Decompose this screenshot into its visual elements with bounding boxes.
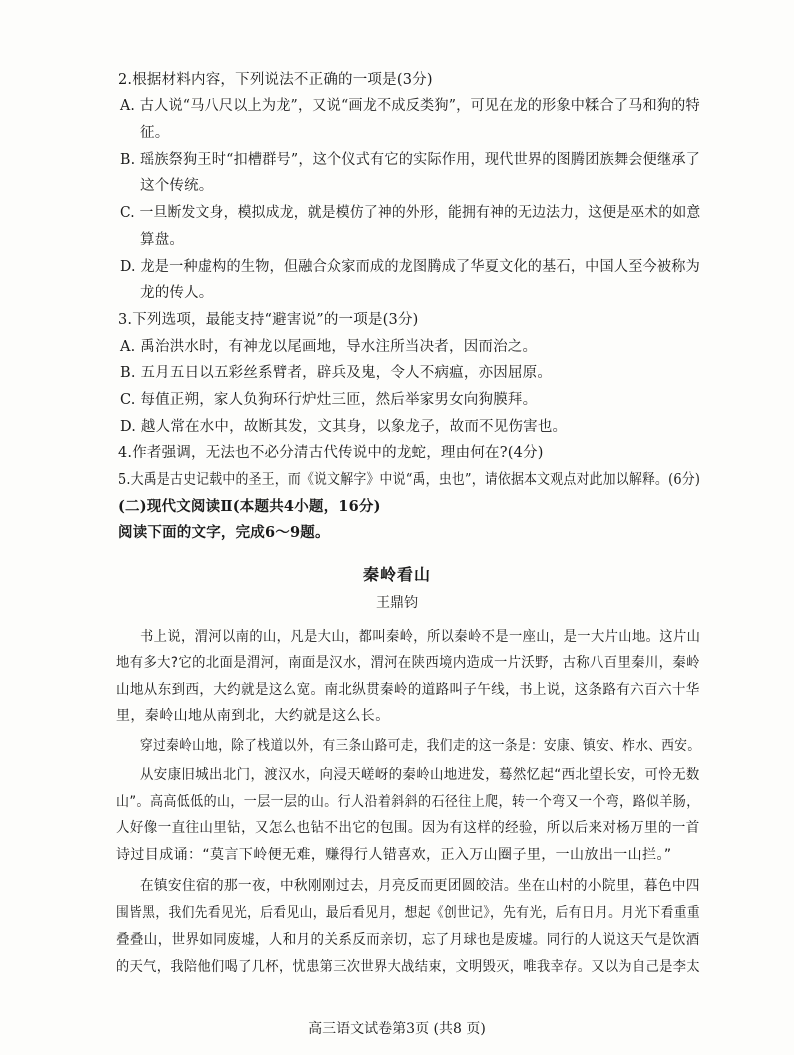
q3-option-b: B. 五月五日以五彩丝系臂者，辟兵及鬼，令人不病瘟，亦因屈原。	[120, 365, 553, 381]
q5-stem: 5.大禹是古史记载中的圣王，而《说文解字》中说“禹，虫也”，请依据本文观点对此加以解释。(6分)	[118, 472, 701, 488]
article-title: 秦岭看山	[362, 565, 431, 584]
article-line: 的天气，我陪他们喝了几杯，忧患第三次世界大战结束，文明毁灭，唯我幸存。又以为自己是李太	[116, 959, 700, 975]
q2-option-a-cont: 征。	[140, 125, 170, 141]
article-line: 地有多大?它的北面是渭河，南面是汉水，渭河在陕西境内造成一片沃野，古称八百里秦川，秦岭	[116, 655, 700, 671]
reading-instruction: 阅读下面的文字，完成6～9题。	[118, 524, 330, 541]
q2-stem: 2.根据材料内容，下列说法不正确的一项是(3分)	[118, 72, 433, 88]
q3-option-d: D. 越人常在水中，故断其发，文其身，以象龙子，故而不见伤害也。	[120, 419, 568, 435]
article-line: 围皆黑，我们先看见光，后看见山，最后看见月，想起《创世记》，先有光，后有日月。月光下看重重	[116, 905, 700, 921]
article-author: 王鼎钧	[376, 595, 418, 611]
q3-option-a: A. 禹治洪水时，有神龙以尾画地，导水注所当决者，因而治之。	[120, 339, 538, 355]
article-line: 山”。高高低低的山，一层一层的山。行人沿着斜斜的石径往上爬，转一个弯又一个弯，路似羊肠，	[116, 794, 700, 810]
q2-option-d-cont: 龙的传人。	[140, 285, 214, 301]
q2-option-a: A. 古人说“马八尺以上为龙”，又说“画龙不成反类狗”，可见在龙的形象中糅合了马和狗的特	[120, 98, 700, 114]
section-heading: (二)现代文阅读Ⅱ(本题共4小题，16分)	[118, 498, 381, 515]
article-line: 在镇安住宿的那一夜，中秋刚刚过去，月亮反而更团圆皎洁。坐在山村的小院里，暮色中四	[140, 878, 700, 894]
article-line: 叠叠山，世界如同废墟，人和月的关系反而亲切，忘了月球也是废墟。同行的人说这天气是饮酒	[116, 932, 700, 948]
article-line: 诗过目成诵：“莫言下岭便无难，赚得行人错喜欢，正入万山圈子里，一山放出一山拦。”	[116, 847, 672, 863]
article-line: 从安康旧城出北门，渡汉水，向浸天嵯岈的秦岭山地进发，蓦然忆起“西北望长安，可怜无数	[140, 767, 700, 783]
article-line: 人好像一直往山里钻，又怎么也钻不出它的包围。因为有这样的经验，所以后来对杨万里的一首	[116, 820, 700, 836]
q2-option-c-cont: 算盘。	[140, 232, 185, 248]
q2-option-b: B. 瑶族祭狗王时“扣槽群号”，这个仪式有它的实际作用，现代世界的图腾团族舞会便继承了	[120, 152, 701, 168]
q2-option-c: C. 一旦断发文身，模拟成龙，就是模仿了神的外形，能拥有神的无边法力，这便是巫术的如意	[120, 205, 701, 221]
q2-option-d: D. 龙是一种虚构的生物，但融合众家而成的龙图腾成了华夏文化的基石，中国人至今被称为	[120, 259, 700, 275]
article-line: 里，秦岭山地从南到北，大约就是这么长。	[116, 708, 390, 724]
q2-option-b-cont: 这个传统。	[140, 178, 214, 194]
article-line: 穿过秦岭山地，除了栈道以外，有三条山路可走，我们走的这一条是：安康、镇安、柞水、西安。	[140, 738, 701, 754]
q3-option-c: C. 每值正朔，家人负狗环行炉灶三匝，然后举家男女向狗膜拜。	[120, 392, 538, 408]
q3-stem: 3.下列选项，最能支持“避害说”的一项是(3分)	[118, 312, 419, 328]
q4-stem: 4.作者强调，无法也不必分清古代传说中的龙蛇，理由何在?(4分)	[118, 445, 544, 461]
article-line: 山地从东到西，大约就是这么宽。南北纵贯秦岭的道路叫子午线，书上说，这条路有六百六十华	[116, 682, 700, 698]
page-footer: 高三语文试卷第3页 (共8 页)	[308, 1021, 486, 1037]
article-line: 书上说，渭河以南的山，凡是大山，都叫秦岭，所以秦岭不是一座山，是一大片山地。这片山	[140, 629, 701, 645]
